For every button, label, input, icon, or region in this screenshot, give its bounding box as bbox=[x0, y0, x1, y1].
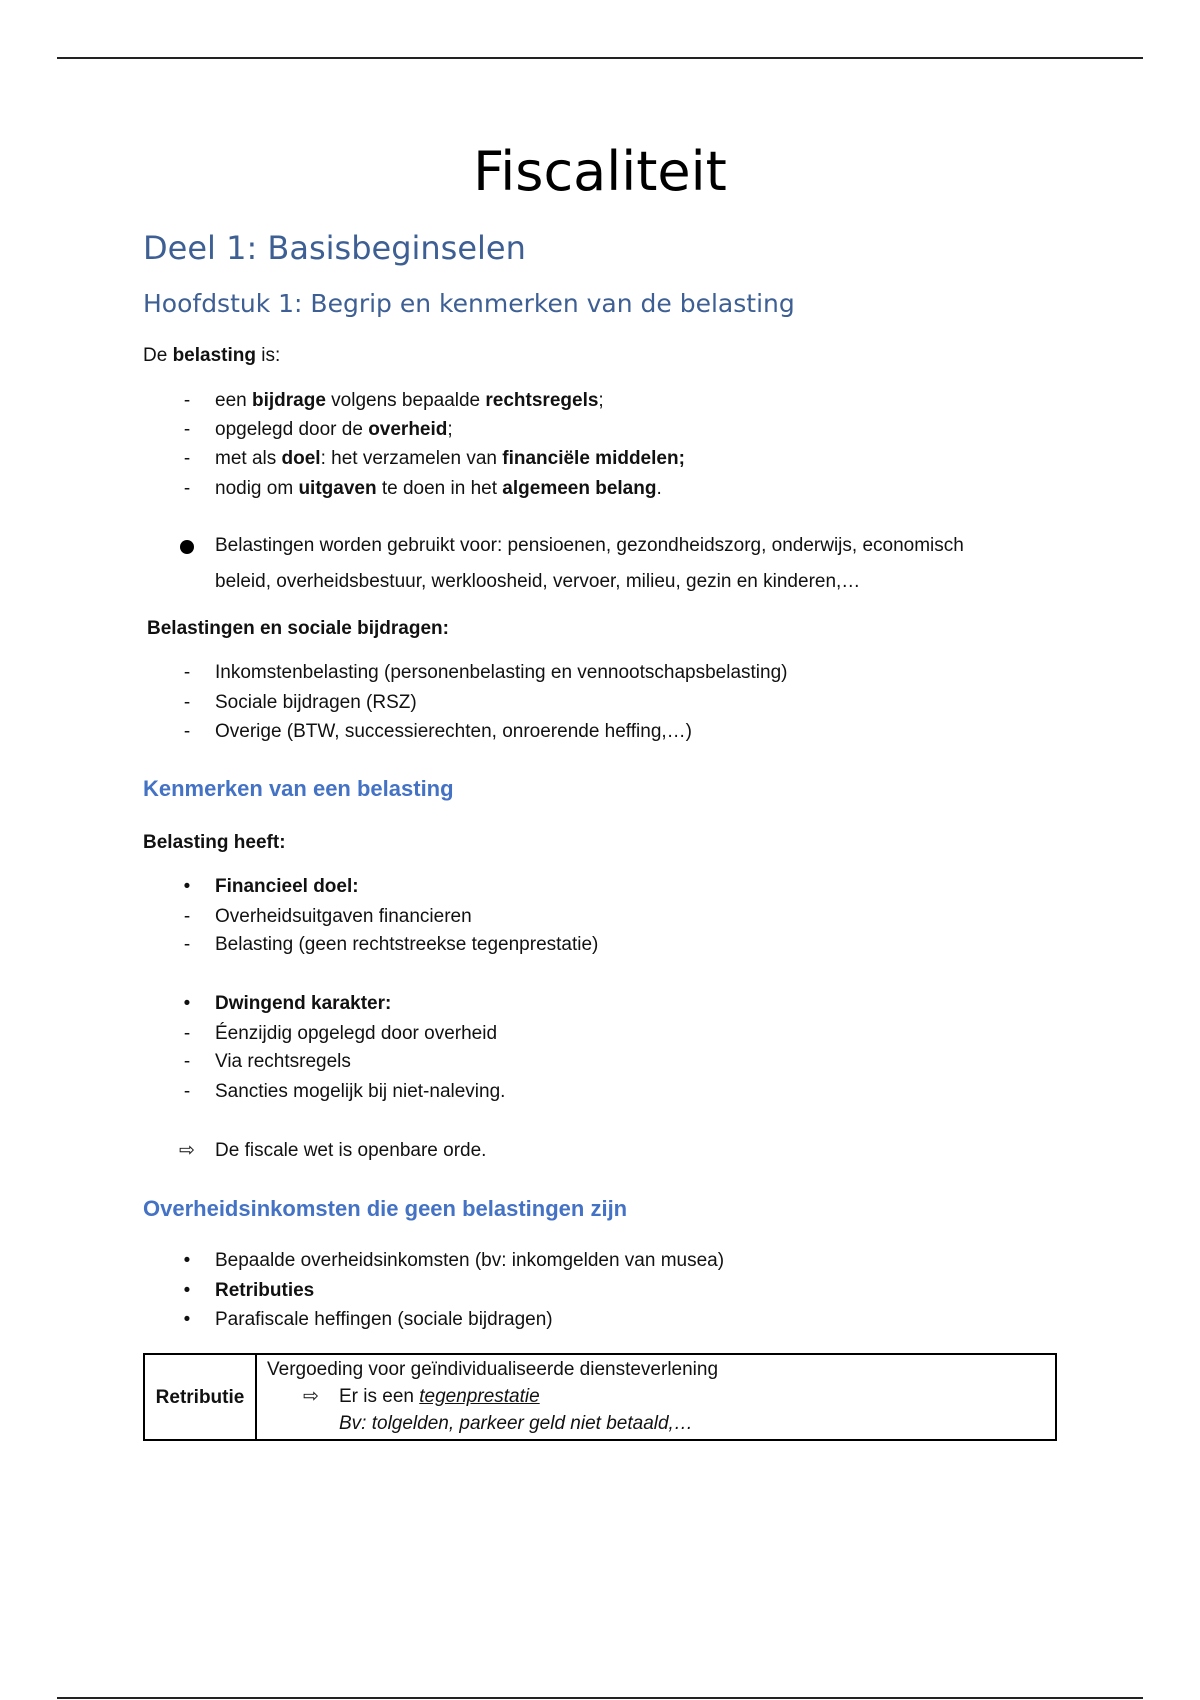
intro-text-bold: belasting bbox=[172, 345, 256, 366]
dash-marker: - bbox=[183, 1051, 191, 1072]
usage-note-line-2: beleid, overheidsbestuur, werkloosheid, vervoer, milieu, gezin en kinderen,… bbox=[215, 571, 861, 592]
taxes-heading: Belastingen en sociale bijdragen: bbox=[147, 618, 449, 639]
characteristics-intro: Belasting heeft: bbox=[143, 832, 286, 853]
dash-marker: - bbox=[183, 934, 191, 955]
intro-text-pre: De bbox=[143, 345, 173, 366]
dash-marker: - bbox=[183, 478, 191, 499]
dash-marker: - bbox=[183, 721, 191, 742]
conclusion-text: De fiscale wet is openbare orde. bbox=[215, 1140, 487, 1161]
list-item: Belasting (geen rechtstreekse tegenprestatie) bbox=[215, 934, 599, 955]
list-item: Inkomstenbelasting (personenbelasting en vennootschapsbelasting) bbox=[215, 662, 788, 683]
arrow-icon: ⇨ bbox=[303, 1386, 319, 1407]
usage-note-line-1: Belastingen worden gebruikt voor: pensioenen, gezondheidszorg, onderwijs, economisch bbox=[215, 535, 964, 556]
list-item: Bepaalde overheidsinkomsten (bv: inkomgelden van musea) bbox=[215, 1250, 725, 1271]
filled-circle-bullet-icon bbox=[180, 540, 194, 554]
bullet-icon: • bbox=[183, 876, 191, 897]
bullet-icon: • bbox=[183, 993, 191, 1014]
list-item: Éenzijdig opgelegd door overheid bbox=[215, 1023, 498, 1044]
coercive-label: Dwingend karakter: bbox=[215, 993, 392, 1014]
retribution-line-1: Vergoeding voor geïndividualiseerde diensteverlening bbox=[267, 1359, 719, 1380]
dash-marker: - bbox=[183, 390, 191, 411]
list-item: nodig om uitgaven te doen in het algemeen belang. bbox=[215, 478, 662, 499]
part-heading: Deel 1: Basisbeginselen bbox=[143, 229, 526, 267]
dash-marker: - bbox=[183, 906, 191, 927]
list-item: Overheidsuitgaven financieren bbox=[215, 906, 472, 927]
list-item: Parafiscale heffingen (sociale bijdragen) bbox=[215, 1309, 553, 1330]
intro-paragraph bbox=[143, 343, 280, 369]
footer-rule bbox=[57, 1697, 1143, 1699]
bullet-icon: • bbox=[183, 1250, 191, 1271]
dash-marker: - bbox=[183, 1023, 191, 1044]
retribution-line-3: Bv: tolgelden, parkeer geld niet betaald,… bbox=[339, 1413, 693, 1434]
list-item: Via rechtsregels bbox=[215, 1051, 351, 1072]
retribution-label: Retributie bbox=[144, 1354, 256, 1440]
bullet-icon: • bbox=[183, 1280, 191, 1301]
list-item: met als doel: het verzamelen van financiële middelen; bbox=[215, 448, 685, 469]
chapter-heading: Hoofdstuk 1: Begrip en kenmerken van de belasting bbox=[143, 289, 795, 318]
non-tax-heading: Overheidsinkomsten die geen belastingen zijn bbox=[143, 1196, 628, 1221]
arrow-icon: ⇨ bbox=[179, 1140, 195, 1161]
list-item: opgelegd door de overheid; bbox=[215, 419, 453, 440]
dash-marker: - bbox=[183, 662, 191, 683]
dash-marker: - bbox=[183, 419, 191, 440]
financial-goal-label: Financieel doel: bbox=[215, 876, 359, 897]
list-item: Sociale bijdragen (RSZ) bbox=[215, 692, 417, 713]
list-item: Sancties mogelijk bij niet-naleving. bbox=[215, 1081, 506, 1102]
characteristics-heading: Kenmerken van een belasting bbox=[143, 776, 454, 801]
dash-marker: - bbox=[183, 692, 191, 713]
header-rule bbox=[57, 57, 1143, 59]
document-title: Fiscaliteit bbox=[473, 140, 727, 203]
list-item: Retributies bbox=[215, 1280, 315, 1301]
retribution-description bbox=[256, 1354, 1056, 1440]
intro-text-post: is: bbox=[255, 345, 281, 366]
list-item: een bijdrage volgens bepaalde rechtsregels; bbox=[215, 390, 604, 411]
retribution-table bbox=[143, 1353, 1057, 1441]
retribution-line-2: ⇨ Er is een tegenprestatie bbox=[267, 1383, 1045, 1410]
list-item: Overige (BTW, successierechten, onroerende heffing,…) bbox=[215, 721, 692, 742]
bullet-icon: • bbox=[183, 1309, 191, 1330]
dash-marker: - bbox=[183, 1081, 191, 1102]
dash-marker: - bbox=[183, 448, 191, 469]
